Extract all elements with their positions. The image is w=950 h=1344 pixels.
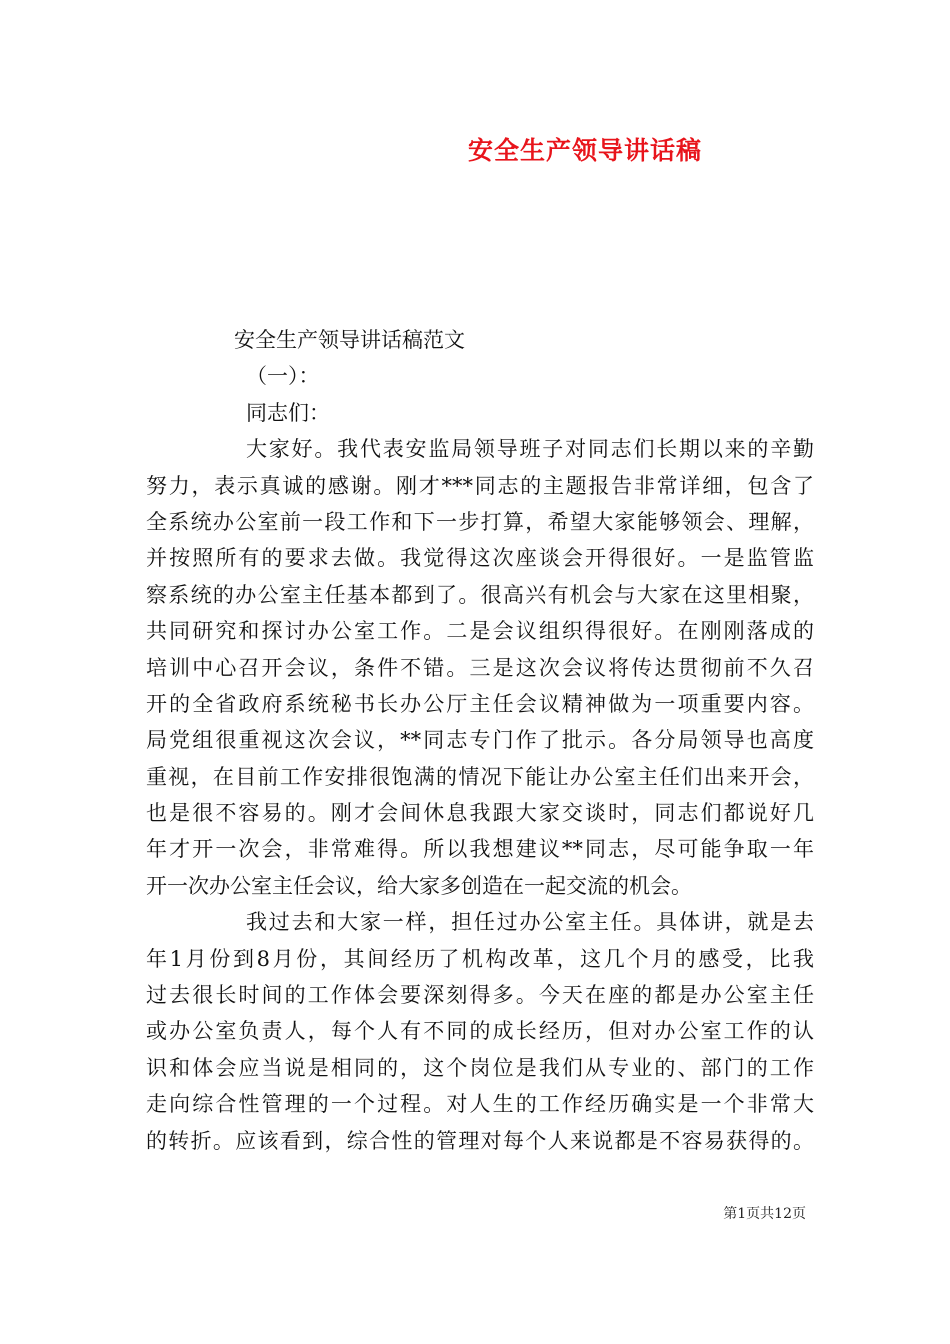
paragraph-line: 局党组很重视这次会议，**同志专门作了批示。各分局领导也高度 — [146, 728, 814, 753]
document-title: 安全生产领导讲话稿 — [467, 136, 702, 165]
paragraph-line: 或办公室负责人，每个人有不同的成长经历，但对办公室工作的认 — [146, 1019, 814, 1044]
paragraph-line: 也是很不容易的。刚才会间休息我跟大家交谈时，同志们都说好几 — [146, 801, 814, 826]
paragraph-line: 共同研究和探讨办公室工作。二是会议组织得很好。在刚刚落成的 — [146, 619, 814, 644]
paragraph-line: 年才开一次会，非常难得。所以我想建议**同志，尽可能争取一年 — [146, 837, 814, 862]
paragraph-line: 走向综合性管理的一个过程。对人生的工作经历确实是一个非常大 — [146, 1092, 814, 1117]
paragraph-line: 过去很长时间的工作体会要深刻得多。今天在座的都是办公室主任 — [146, 983, 814, 1008]
paragraph-line: 努力，表示真诚的感谢。刚才***同志的主题报告非常详细，包含了 — [146, 473, 814, 498]
paragraph-line: 全系统办公室前一段工作和下一步打算，希望大家能够领会、理解， — [146, 509, 814, 534]
paragraph-line: 的转折。应该看到，综合性的管理对每个人来说都是不容易获得的。 — [146, 1128, 814, 1153]
page-number-footer: 第1页共12页 — [723, 1206, 806, 1222]
paragraph-line: 我过去和大家一样，担任过办公室主任。具体讲，就是去 — [246, 910, 814, 935]
paragraph-line: 大家好。我代表安监局领导班子对同志们长期以来的辛勤 — [246, 437, 814, 462]
salutation: 同志们： — [246, 400, 330, 425]
paragraph-line: 年1月份到8月份，其间经历了机构改革，这几个月的感受，比我 — [146, 946, 814, 971]
paragraph-line: 察系统的办公室主任基本都到了。很高兴有机会与大家在这里相聚， — [146, 582, 814, 607]
paragraph-line: 培训中心召开会议，条件不错。三是这次会议将传达贯彻前不久召 — [146, 655, 814, 680]
paragraph-line: 并按照所有的要求去做。我觉得这次座谈会开得很好。一是监管监 — [146, 546, 814, 571]
document-body — [146, 322, 814, 1159]
section-label: （一）： — [246, 364, 320, 389]
paragraph-1 — [146, 431, 814, 904]
paragraph-line: 开一次办公室主任会议，给大家多创造在一起交流的机会。 — [146, 873, 692, 898]
subtitle: 安全生产领导讲话稿范文 — [234, 328, 465, 352]
paragraph-line: 重视，在目前工作安排很饱满的情况下能让办公室主任们出来开会， — [146, 764, 814, 789]
paragraph-line: 开的全省政府系统秘书长办公厅主任会议精神做为一项重要内容。 — [146, 691, 814, 716]
paragraph-line: 识和体会应当说是相同的，这个岗位是我们从专业的、部门的工作 — [146, 1055, 814, 1080]
paragraph-2 — [146, 904, 814, 1159]
